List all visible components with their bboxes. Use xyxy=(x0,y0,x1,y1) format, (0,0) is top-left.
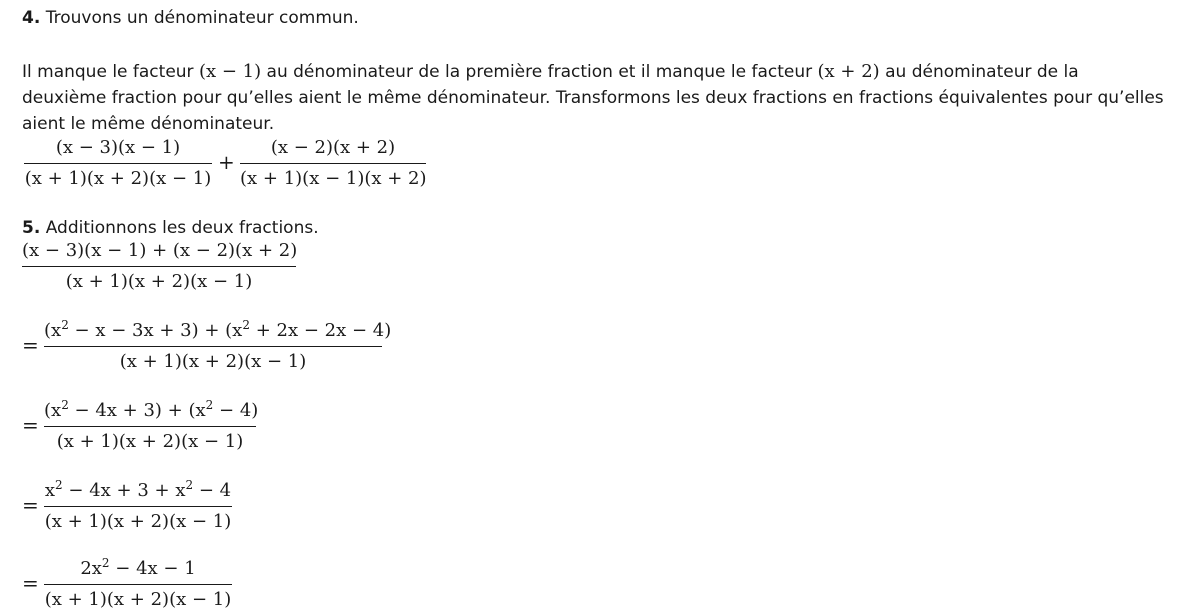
fraction-denominator: (x + 1)(x + 2)(x − 1) xyxy=(56,431,244,452)
step5-fraction-1 xyxy=(22,240,296,293)
step4-heading xyxy=(22,8,359,28)
equals-sign: = xyxy=(22,493,39,517)
fraction-denominator: (x + 1)(x + 2)(x − 1) xyxy=(44,589,232,610)
exponent: 2 xyxy=(101,556,110,570)
exponent: 2 xyxy=(61,398,69,412)
para-text: au dénominateur de la xyxy=(879,62,1079,82)
step5-number: 5. xyxy=(22,218,41,238)
plus-sign: + xyxy=(218,150,235,174)
fraction-bar xyxy=(44,346,382,347)
fraction-denominator: (x + 1)(x + 2)(x − 1) xyxy=(44,511,232,532)
step5-heading xyxy=(22,218,319,238)
fraction-bar xyxy=(22,266,296,267)
exponent: 2 xyxy=(242,318,250,332)
exponent: 2 xyxy=(55,478,63,492)
step4-para-line2: deuxième fraction pour qu’elles aient le même dénominateur. Transformons les deux fractions en fractions équivalentes pour qu’elles xyxy=(22,88,1164,108)
fraction-bar xyxy=(24,163,212,164)
step4-title: Trouvons un dénominateur commun. xyxy=(40,8,359,28)
fraction-bar xyxy=(240,163,426,164)
fraction-numerator xyxy=(44,318,392,342)
term: − 4 xyxy=(193,480,232,501)
exponent: 2 xyxy=(205,398,214,412)
fraction-numerator xyxy=(44,398,259,422)
equals-sign: = xyxy=(22,571,39,595)
fraction-numerator: (x − 3)(x − 1) xyxy=(55,137,181,158)
step5-fraction-5 xyxy=(44,558,232,611)
para-text: au dénominateur de la première fraction et il manque le facteur xyxy=(261,62,818,82)
fraction-bar xyxy=(44,506,232,507)
term: (x xyxy=(44,320,62,341)
term: − 4x + 3) + (x xyxy=(68,400,206,421)
fraction-numerator: (x − 3)(x − 1) + (x − 2)(x + 2) xyxy=(22,240,298,261)
step5-fraction-4 xyxy=(44,480,232,533)
term: − 4x − 1 xyxy=(109,558,196,579)
step4-fraction-1 xyxy=(24,137,212,190)
fraction-denominator: (x + 1)(x + 2)(x − 1) xyxy=(24,168,212,189)
fraction-denominator: (x + 1)(x + 2)(x − 1) xyxy=(119,351,307,372)
fraction-numerator: (x − 2)(x + 2) xyxy=(270,137,396,158)
step4-para-line1 xyxy=(22,61,1079,82)
term: + 2x − 2x − 4) xyxy=(249,320,392,341)
equals-sign: = xyxy=(22,333,39,357)
term: 2x xyxy=(80,558,102,579)
step5-fraction-2 xyxy=(44,318,392,373)
term: − 4) xyxy=(213,400,259,421)
fraction-denominator: (x + 1)(x − 1)(x + 2) xyxy=(240,168,427,189)
fraction-numerator xyxy=(44,480,232,502)
fraction-denominator: (x + 1)(x + 2)(x − 1) xyxy=(65,271,253,292)
para-text: Il manque le facteur xyxy=(22,62,199,82)
equals-sign: = xyxy=(22,413,39,437)
factor-x-plus-2: (x + 2) xyxy=(817,61,880,82)
step5-fraction-3 xyxy=(44,398,259,453)
step4-fraction-2 xyxy=(240,137,426,190)
step5-title: Additionnons les deux fractions. xyxy=(40,218,319,238)
fraction-bar xyxy=(44,584,232,585)
term: − x − 3x + 3) + (x xyxy=(68,320,243,341)
exponent: 2 xyxy=(61,318,69,332)
term: (x xyxy=(44,400,62,421)
step4-para-line3: aient le même dénominateur. xyxy=(22,114,275,134)
step4-number: 4. xyxy=(22,8,41,28)
exponent: 2 xyxy=(185,478,194,492)
term: − 4x + 3 + x xyxy=(62,480,186,501)
factor-x-minus-1: (x − 1) xyxy=(198,61,262,82)
fraction-bar xyxy=(44,426,256,427)
fraction-numerator xyxy=(44,558,232,580)
term: x xyxy=(44,480,56,501)
